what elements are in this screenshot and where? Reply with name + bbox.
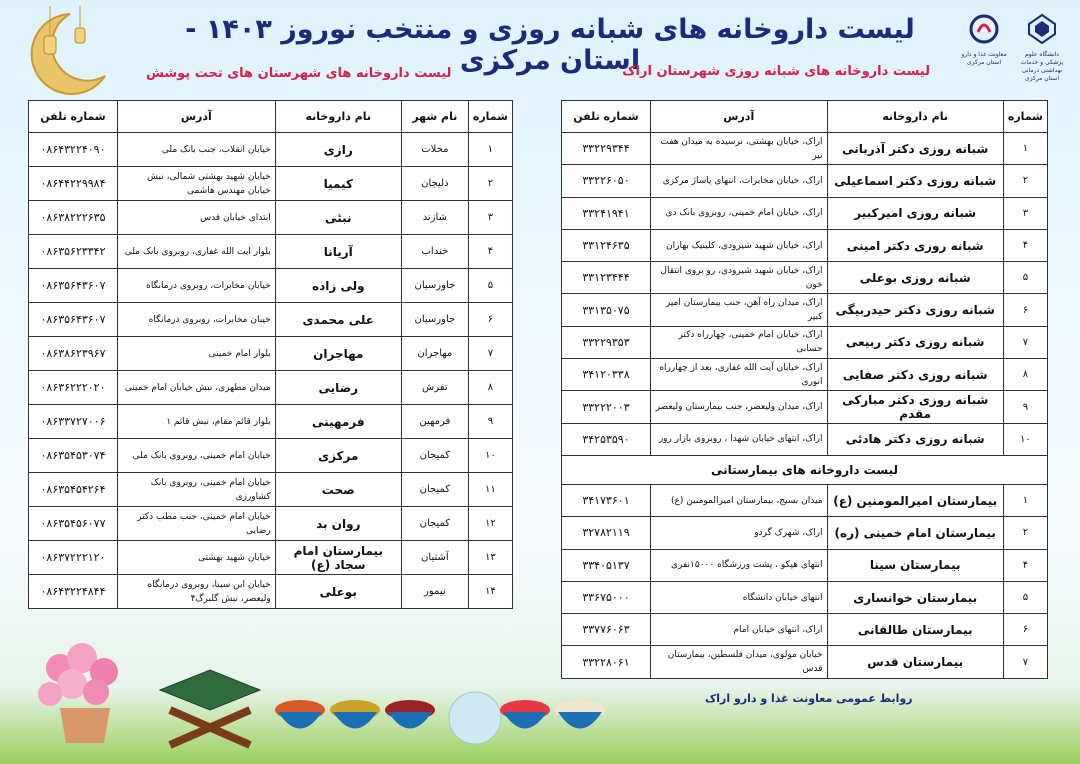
table-row	[562, 549, 1048, 581]
cell-city: کمیجان	[401, 473, 468, 507]
cell-number: ۴	[1003, 549, 1047, 581]
col-phone: شماره تلفن	[29, 101, 118, 133]
col-pharmacy-name: نام داروخانه	[275, 101, 401, 133]
table-row	[562, 581, 1048, 613]
table-row	[562, 359, 1048, 391]
table-row	[562, 165, 1048, 197]
cell-address: خیبان مخابرات، روبروی درمانگاه	[118, 303, 276, 337]
cell-address: اراک، انتهای خیابان امام	[651, 614, 828, 646]
cell-phone: ۳۳۱۲۴۶۳۵	[562, 229, 651, 261]
cell-address: بلوار امام خمینی	[118, 337, 276, 371]
subtitle-arak: لیست داروخانه های شبانه روزی شهرستان اراک	[622, 64, 930, 79]
cell-phone: ۳۴۱۲۰۳۳۸	[562, 359, 651, 391]
cell-city: جاورسیان	[401, 303, 468, 337]
table-row	[562, 391, 1048, 423]
col-address: آدرس	[118, 101, 276, 133]
cell-city: مهاجران	[401, 337, 468, 371]
cell-address: انتهای خیابان دانشگاه	[651, 581, 828, 613]
cell-address: اراک، خیابان شهید شیرودی، کلینیک بهاران	[651, 229, 828, 261]
cell-phone: ۰۸۶۳۵۶۲۳۳۴۲	[29, 235, 118, 269]
subtitle-counties: لیست داروخانه های شهرستان های تحت پوشش	[146, 66, 452, 81]
cell-phone: ۰۸۶۳۸۲۲۲۶۳۵	[29, 201, 118, 235]
table-row	[562, 517, 1048, 549]
cell-phone: ۰۸۶۳۶۲۲۲۰۲۰	[29, 371, 118, 405]
cell-phone: ۰۸۶۳۵۶۴۳۶۰۷	[29, 269, 118, 303]
cell-phone: ۰۸۶۴۳۲۲۴۰۹۰	[29, 133, 118, 167]
cell-phone: ۳۳۷۷۶۰۶۳	[562, 614, 651, 646]
cell-hospital-name: بیمارستان خوانساری	[827, 581, 1003, 613]
cell-phone: ۳۳۲۲۹۳۴۴	[562, 133, 651, 165]
cell-city: نیمور	[401, 575, 468, 609]
cell-city: تفرش	[401, 371, 468, 405]
cell-number: ۷	[1003, 326, 1047, 358]
cell-pharmacy-name: بوعلی	[275, 575, 401, 609]
cell-phone: ۳۴۲۵۳۵۹۰	[562, 423, 651, 455]
cell-number: ۵	[1003, 262, 1047, 294]
university-emblem-icon	[1025, 12, 1059, 46]
table-row	[562, 614, 1048, 646]
cell-phone: ۰۸۶۴۴۲۲۹۹۸۴	[29, 167, 118, 201]
flower-pot-icon	[20, 628, 140, 748]
cell-address: ابتدای خیابان قدس	[118, 201, 276, 235]
cell-phone: ۳۴۱۷۳۶۰۱	[562, 484, 651, 516]
cell-number: ۲	[1003, 165, 1047, 197]
cell-number: ۹	[468, 405, 512, 439]
haft-sin-bowls-icon	[270, 690, 620, 750]
table-header-row	[562, 101, 1048, 133]
cell-phone: ۳۳۲۲۹۳۵۳	[562, 326, 651, 358]
cell-address: اراک، خیابان امام خمینی، چهارراه دکتر حسابی	[651, 326, 828, 358]
cell-hospital-name: بیمارستان امام خمینی (ره)	[827, 517, 1003, 549]
cell-number: ۳	[1003, 197, 1047, 229]
cell-pharmacy-name: شبانه روزی بوعلی	[827, 262, 1003, 294]
cell-hospital-name: بیمارستان سینا	[827, 549, 1003, 581]
table-row	[29, 269, 513, 303]
table-row	[29, 303, 513, 337]
cell-phone: ۳۳۲۴۱۹۴۱	[562, 197, 651, 229]
cell-number: ۴	[1003, 229, 1047, 261]
cell-address: خیابان امام خمینی، روبروی بانک کشاورزی	[118, 473, 276, 507]
cell-address: اراک، خیابان مخابرات، انتهای پاساژ مرکزی	[651, 165, 828, 197]
cell-number: ۷	[468, 337, 512, 371]
cell-pharmacy-name: فرمهینی	[275, 405, 401, 439]
table-row	[562, 646, 1048, 678]
cell-pharmacy-name: روان بد	[275, 507, 401, 541]
cell-number: ۲	[468, 167, 512, 201]
cell-phone: ۰۸۶۳۳۷۲۷۰۰۶	[29, 405, 118, 439]
cell-address: اراک، خیابان امام خمینی، روبروی بانک دی	[651, 197, 828, 229]
cell-phone: ۳۳۴۰۵۱۳۷	[562, 549, 651, 581]
table-row	[29, 473, 513, 507]
cell-address: اراک، انتهای خیابان شهدا ، روبروی بازار روز	[651, 423, 828, 455]
cell-number: ۱۴	[468, 575, 512, 609]
cell-city: کمیجان	[401, 507, 468, 541]
cell-pharmacy-name: شبانه روزی دکتر صفایی	[827, 359, 1003, 391]
cell-city: دلیجان	[401, 167, 468, 201]
cell-pharmacy-name: کیمیا	[275, 167, 401, 201]
cell-number: ۱۱	[468, 473, 512, 507]
table-row	[29, 541, 513, 575]
cell-pharmacy-name: مهاجران	[275, 337, 401, 371]
table-row	[29, 235, 513, 269]
cell-city: محلات	[401, 133, 468, 167]
cell-address: خیابان شهید بهشتی	[118, 541, 276, 575]
table-header-row	[29, 101, 513, 133]
cell-pharmacy-name: بیمارستان امام سجاد (ع)	[275, 541, 401, 575]
col-number: شماره	[468, 101, 512, 133]
table-row	[29, 371, 513, 405]
cell-pharmacy-name: شبانه روزی دکتر مبارکی مقدم	[827, 391, 1003, 423]
cell-phone: ۳۳۲۲۲۰۰۳	[562, 391, 651, 423]
cell-pharmacy-name: شبانه روزی دکتر آذربانی	[827, 133, 1003, 165]
cell-number: ۶	[468, 303, 512, 337]
cell-address: اراک، میدان راه آهن، جنب بیمارستان امیر کبیر	[651, 294, 828, 326]
table-row	[29, 405, 513, 439]
cell-address: میدان مطهری، نبش خیابان امام خمینی	[118, 371, 276, 405]
cell-phone: ۰۸۶۳۵۶۴۳۶۰۷	[29, 303, 118, 337]
col-number: شماره	[1003, 101, 1047, 133]
table-row	[562, 133, 1048, 165]
cell-pharmacy-name: شبانه روزی دکتر هادئی	[827, 423, 1003, 455]
cell-phone: ۳۲۷۸۲۱۱۹	[562, 517, 651, 549]
cell-phone: ۳۳۲۲۸۰۶۱	[562, 646, 651, 678]
cell-phone: ۰۸۶۳۵۴۵۳۰۷۴	[29, 439, 118, 473]
cell-city: شازند	[401, 201, 468, 235]
cell-address: خیابان امام خمینی، روبروی بانک ملی	[118, 439, 276, 473]
cell-pharmacy-name: شبانه روزی دکتر امینی	[827, 229, 1003, 261]
cell-pharmacy-name: رازی	[275, 133, 401, 167]
table-row	[29, 201, 513, 235]
cell-address: خیابان مخابرات، روبروی درمانگاه	[118, 269, 276, 303]
cell-address: اراک، خیابان شهید شیرودی، رو بروی انتقال خون	[651, 262, 828, 294]
cell-phone: ۰۸۶۳۵۴۵۴۲۶۴	[29, 473, 118, 507]
cell-address: بلوار قائم مقام، نبش قائم ۱	[118, 405, 276, 439]
logos	[956, 12, 1066, 82]
cell-city: خنداب	[401, 235, 468, 269]
table-row	[29, 439, 513, 473]
cell-pharmacy-name: ولی زاده	[275, 269, 401, 303]
quran-stand-icon	[150, 650, 270, 750]
cell-phone: ۰۸۶۳۷۲۲۲۱۲۰	[29, 541, 118, 575]
cell-address: خیابان انقلاب، جنب بانک ملی	[118, 133, 276, 167]
table-row	[562, 423, 1048, 455]
table-row	[29, 575, 513, 609]
cell-number: ۸	[1003, 359, 1047, 391]
cell-number: ۱	[1003, 133, 1047, 165]
deputy-logo: معاونت غذا و دارو استان مرکزی	[960, 12, 1008, 72]
cell-pharmacy-name: آریانا	[275, 235, 401, 269]
cell-address: انتهای هپکو ، پشت ورزشگاه ۱۵۰۰۰نفری	[651, 549, 828, 581]
col-pharmacy-name: نام داروخانه	[827, 101, 1003, 133]
cell-number: ۳	[468, 201, 512, 235]
table-row	[29, 507, 513, 541]
cell-number: ۱	[468, 133, 512, 167]
arak-pharmacy-table	[561, 100, 1048, 679]
cell-number: ۲	[1003, 517, 1047, 549]
cell-pharmacy-name: شبانه روزی دکتر حیدربیگی	[827, 294, 1003, 326]
cell-city: جاورسیان	[401, 269, 468, 303]
cell-pharmacy-name: رضایی	[275, 371, 401, 405]
cell-pharmacy-name: شبانه روزی دکتر اسماعیلی	[827, 165, 1003, 197]
cell-pharmacy-name: شبانه روزی دکتر ربیعی	[827, 326, 1003, 358]
cell-pharmacy-name: نبئی	[275, 201, 401, 235]
cell-number: ۷	[1003, 646, 1047, 678]
cell-address: خیابان ابن سینا، روبروی درمانگاه ولیعصر، نبش گلبرگ۴	[118, 575, 276, 609]
col-city: نام شهر	[401, 101, 468, 133]
col-phone: شماره تلفن	[562, 101, 651, 133]
cell-number: ۶	[1003, 614, 1047, 646]
cell-phone: ۰۸۶۳۸۶۲۳۹۶۷	[29, 337, 118, 371]
cell-phone: ۳۳۲۲۶۰۵۰	[562, 165, 651, 197]
table-row	[562, 229, 1048, 261]
page-title: لیست داروخانه های شبانه روزی و منتخب نوروز ۱۴۰۳ - استان مرکزی	[185, 14, 915, 76]
table-row	[29, 167, 513, 201]
cell-city: کمیجان	[401, 439, 468, 473]
cell-address: خیابان امام خمینی، جنب مطب دکتر رضایی	[118, 507, 276, 541]
cell-number: ۵	[1003, 581, 1047, 613]
table-row	[562, 326, 1048, 358]
cell-address: اراک، شهرک گردو	[651, 517, 828, 549]
cell-number: ۱۰	[468, 439, 512, 473]
cell-number: ۱	[1003, 484, 1047, 516]
cell-phone: ۳۳۱۲۳۴۴۴	[562, 262, 651, 294]
cell-address: بلوار ایت الله غفاری، روبروی بانک ملی	[118, 235, 276, 269]
cell-address: اراک، میدان ولیعصر، جنب بیمارستان ولیعصر	[651, 391, 828, 423]
table-row	[562, 197, 1048, 229]
cell-phone: ۰۸۶۳۵۴۵۶۰۷۷	[29, 507, 118, 541]
cell-address: میدان بسیج، بیمارستان امیرالمومنین (ع)	[651, 484, 828, 516]
cell-number: ۱۲	[468, 507, 512, 541]
table-row	[562, 262, 1048, 294]
cell-address: اراک، خیابان بهشتی، نرسیده به میدان هفت تیر	[651, 133, 828, 165]
cell-pharmacy-name: علی محمدی	[275, 303, 401, 337]
cell-phone: ۳۳۶۷۵۰۰۰	[562, 581, 651, 613]
cell-phone: ۰۸۶۴۳۲۲۴۸۴۴	[29, 575, 118, 609]
cell-number: ۸	[468, 371, 512, 405]
cell-phone: ۳۳۱۳۵۰۷۵	[562, 294, 651, 326]
crescent-moon-icon	[10, 6, 110, 96]
cell-number: ۱۳	[468, 541, 512, 575]
table-row	[29, 337, 513, 371]
footer-credit: روابط عمومی معاونت غذا و دارو اراک	[705, 692, 913, 705]
cell-number: ۴	[468, 235, 512, 269]
university-logo: دانشگاه علوم پزشکی و خدمات بهداشتی درمانی استان مرکزی	[1018, 12, 1066, 72]
cell-hospital-name: بیمارستان قدس	[827, 646, 1003, 678]
cell-city: فرمهین	[401, 405, 468, 439]
cell-city: آشتیان	[401, 541, 468, 575]
cell-pharmacy-name: صحت	[275, 473, 401, 507]
cell-address: خیابان شهید بهشتی شمالی، نبش خیابان مهندس هاشمی	[118, 167, 276, 201]
cell-address: اراک، خیابان آیت الله غفاری، بعد از چهارراه انوری	[651, 359, 828, 391]
hospital-section-row	[562, 455, 1048, 484]
table-row	[562, 294, 1048, 326]
cell-hospital-name: بیمارستان امیرالمومنین (ع)	[827, 484, 1003, 516]
cell-pharmacy-name: شبانه روزی امیرکبیر	[827, 197, 1003, 229]
table-row	[562, 484, 1048, 516]
cell-pharmacy-name: مرکزی	[275, 439, 401, 473]
cell-number: ۶	[1003, 294, 1047, 326]
cell-address: خیابان مولوی، میدان فلسطین، بیمارستان قدس	[651, 646, 828, 678]
col-address: آدرس	[651, 101, 828, 133]
cell-number: ۹	[1003, 391, 1047, 423]
counties-pharmacy-table	[28, 100, 513, 609]
hospital-section-title: لیست داروخانه های بیمارستانی	[562, 455, 1048, 484]
cell-hospital-name: بیمارستان طالقانی	[827, 614, 1003, 646]
cell-number: ۵	[468, 269, 512, 303]
food-drug-emblem-icon	[967, 12, 1001, 46]
table-row	[29, 133, 513, 167]
cell-number: ۱۰	[1003, 423, 1047, 455]
